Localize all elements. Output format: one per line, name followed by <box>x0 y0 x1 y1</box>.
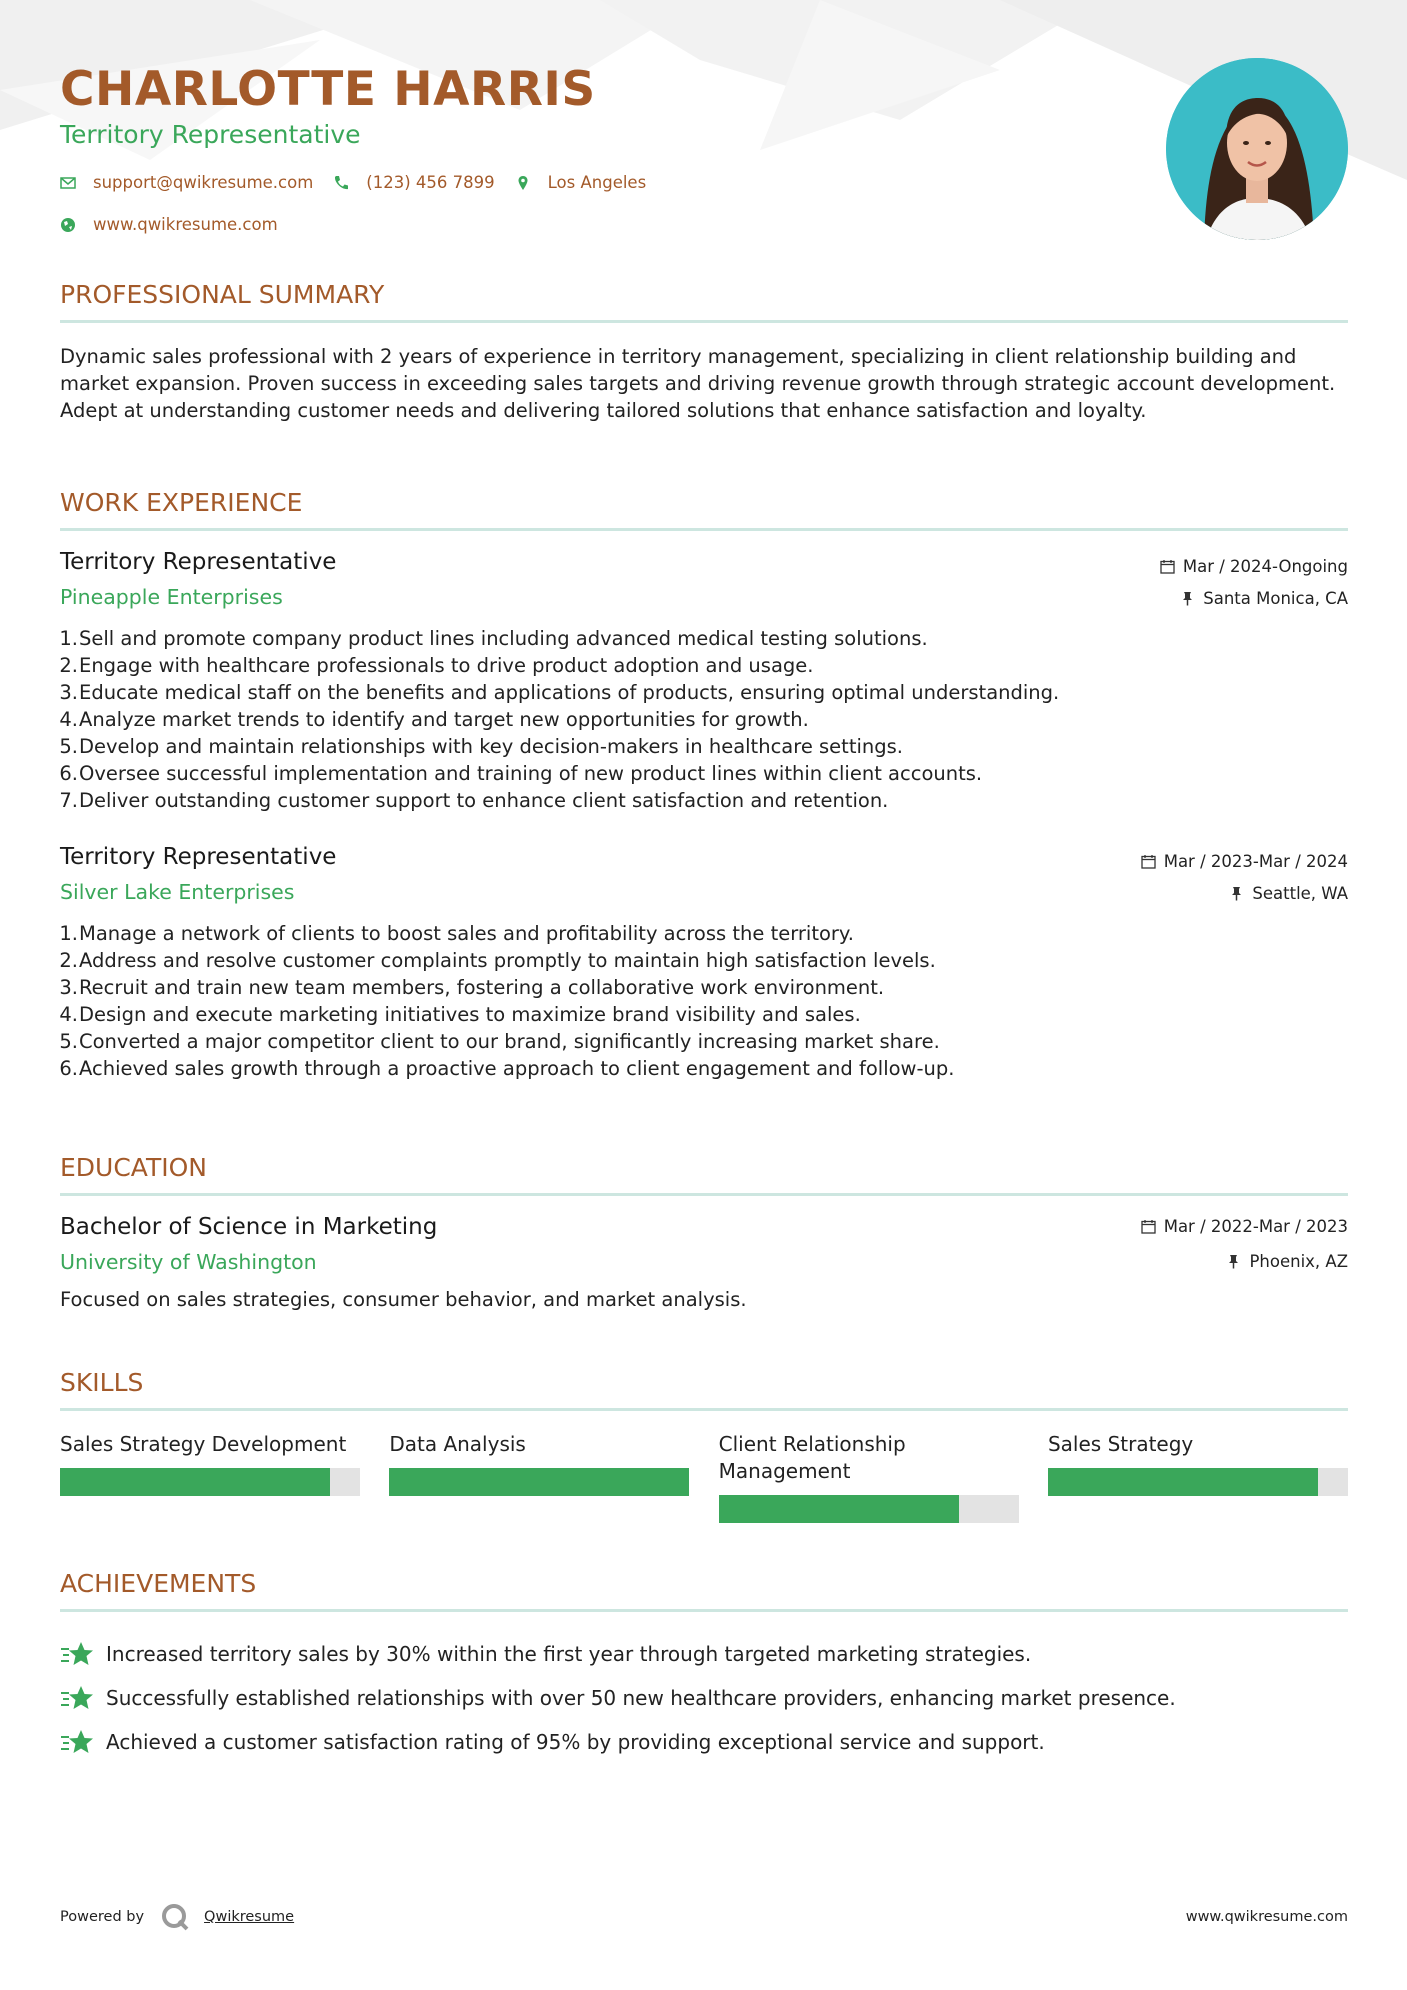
list-item: 3. Educate medical staff on the benefits and applications of products, ensuring optimal understanding. <box>59 681 1060 704</box>
job-title: Territory Representative <box>60 549 337 575</box>
education-section <box>60 1153 1348 1313</box>
job-meta <box>1141 852 1348 903</box>
summary-text: Dynamic sales professional with 2 years of experience in territory management, specializing in client relationship building and market expansion. Proven success in exceeding sales targets and driving revenue growth through strategic account development. Adept at understanding customer needs and delivering tailored solutions that enhance satisfaction and loyalty. <box>60 345 1336 422</box>
achievement-text: Successfully established relationships with over 50 new healthcare providers, enhancing market presence. <box>106 1686 1176 1710</box>
phone-text: (123) 456 7899 <box>366 173 495 192</box>
avatar <box>1166 58 1348 240</box>
skill-item <box>389 1431 689 1523</box>
email-text: support@qwikresume.com <box>93 173 314 192</box>
list-item: 1. Sell and promote company product lines including advanced medical testing solutions. <box>59 627 928 650</box>
powered-by-label: Powered by <box>60 1909 145 1925</box>
job-location-text: Santa Monica, CA <box>1203 589 1348 608</box>
skill-name: Sales Strategy <box>1047 1432 1194 1456</box>
contact-website[interactable] <box>60 215 278 234</box>
footer <box>60 1902 1348 1932</box>
job-duties-list <box>52 920 1348 1082</box>
education-description: Focused on sales strategies, consumer behavior, and market analysis. <box>60 1288 747 1311</box>
skill-item <box>1048 1431 1348 1523</box>
phone-icon <box>333 175 349 191</box>
skill-fill <box>389 1468 689 1496</box>
job-duties-list <box>52 625 1348 814</box>
skill-item <box>60 1431 360 1523</box>
job-location-text: Seattle, WA <box>1252 884 1348 903</box>
job-company: Silver Lake Enterprises <box>60 880 295 904</box>
website-row <box>60 215 298 234</box>
job-location <box>1160 589 1348 608</box>
star-icon <box>60 1640 94 1668</box>
contact-location <box>515 173 647 192</box>
degree-title: Bachelor of Science in Marketing <box>60 1214 438 1240</box>
list-item: 4. Design and execute marketing initiatives to maximize brand visibility and sales. <box>59 1003 861 1026</box>
experience-section <box>60 488 1348 1082</box>
skill-fill <box>719 1495 959 1523</box>
achievement-text: Achieved a customer satisfaction rating of 95% by providing exceptional service and support. <box>106 1730 1045 1754</box>
skill-bar <box>1048 1468 1348 1496</box>
calendar-icon <box>1141 1219 1156 1234</box>
job-entry <box>60 549 1348 814</box>
contact-phone[interactable] <box>333 173 494 192</box>
qwikresume-logo-icon <box>160 1902 190 1932</box>
pushpin-icon <box>1180 591 1195 606</box>
skill-bar <box>60 1468 360 1496</box>
list-item: 7. Deliver outstanding customer support to enhance client satisfaction and retention. <box>59 789 889 812</box>
candidate-role: Territory Representative <box>60 120 361 149</box>
achievements-section <box>60 1569 1348 1764</box>
section-title: PROFESSIONAL SUMMARY <box>60 280 1348 323</box>
achievement-text: Increased territory sales by 30% within the first year through targeted marketing strategies. <box>106 1642 1032 1666</box>
achievements-list <box>60 1632 1348 1764</box>
pushpin-icon <box>1229 886 1244 901</box>
map-pin-icon <box>515 175 531 191</box>
calendar-icon <box>1141 854 1156 869</box>
education-dates <box>1141 1217 1348 1236</box>
job-company: Pineapple Enterprises <box>60 585 283 609</box>
job-title: Territory Representative <box>60 844 337 870</box>
list-item: 5. Converted a major competitor client to our brand, significantly increasing market share. <box>59 1030 940 1053</box>
achievement-item <box>60 1632 1348 1676</box>
profile-photo <box>1166 58 1348 240</box>
skill-name: Sales Strategy Development <box>60 1432 347 1456</box>
skills-grid <box>60 1431 1348 1523</box>
skill-name: Data Analysis <box>389 1432 526 1456</box>
achievement-item <box>60 1720 1348 1764</box>
section-title: ACHIEVEMENTS <box>60 1569 1348 1612</box>
list-item: 6. Achieved sales growth through a proactive approach to client engagement and follow-up. <box>59 1057 955 1080</box>
job-entry <box>60 844 1348 1082</box>
education-location-text: Phoenix, AZ <box>1249 1252 1348 1271</box>
website-text: www.qwikresume.com <box>93 215 278 234</box>
powered-by <box>60 1902 294 1932</box>
list-item: 1. Manage a network of clients to boost sales and profitability across the territory. <box>59 922 854 945</box>
list-item: 3. Recruit and train new team members, fostering a collaborative work environment. <box>59 976 885 999</box>
skill-bar <box>389 1468 689 1496</box>
school-name: University of Washington <box>60 1250 317 1274</box>
candidate-name: CHARLOTTE HARRIS <box>60 62 596 117</box>
job-location <box>1141 884 1348 903</box>
section-title: WORK EXPERIENCE <box>60 488 1348 531</box>
list-item: 5. Develop and maintain relationships with key decision-makers in healthcare settings. <box>59 735 903 758</box>
skill-fill <box>1048 1468 1318 1496</box>
achievement-item <box>60 1676 1348 1720</box>
list-item: 2. Engage with healthcare professionals to drive product adoption and usage. <box>59 654 814 677</box>
footer-website[interactable]: www.qwikresume.com <box>1185 1909 1348 1925</box>
location-text: Los Angeles <box>547 173 647 192</box>
envelope-icon <box>60 175 76 191</box>
education-dates-text: Mar / 2022-Mar / 2023 <box>1163 1217 1348 1236</box>
job-dates <box>1141 852 1348 871</box>
list-item: 4. Analyze market trends to identify and target new opportunities for growth. <box>59 708 809 731</box>
brand-link[interactable]: Qwikresume <box>204 1909 295 1925</box>
education-location <box>1141 1252 1348 1271</box>
job-dates-text: Mar / 2023-Mar / 2024 <box>1163 852 1348 871</box>
star-icon <box>60 1684 94 1712</box>
section-title: SKILLS <box>60 1368 1348 1411</box>
skills-section <box>60 1368 1348 1523</box>
job-dates <box>1160 557 1348 576</box>
pushpin-icon <box>1226 1254 1241 1269</box>
list-item: 2. Address and resolve customer complaints promptly to maintain high satisfaction levels. <box>59 949 936 972</box>
skill-name: Client Relationship Management <box>718 1432 906 1483</box>
skill-fill <box>60 1468 330 1496</box>
education-entry <box>60 1214 1348 1313</box>
skill-bar <box>719 1495 1019 1523</box>
skill-item <box>719 1431 1019 1523</box>
star-icon <box>60 1728 94 1756</box>
contact-email[interactable] <box>60 173 313 192</box>
summary-section <box>60 280 1348 424</box>
contact-row <box>60 173 666 192</box>
education-meta <box>1141 1217 1348 1271</box>
list-item: 6. Oversee successful implementation and training of new product lines within client accounts. <box>59 762 983 785</box>
job-meta <box>1160 557 1348 608</box>
job-dates-text: Mar / 2024-Ongoing <box>1182 557 1348 576</box>
section-title: EDUCATION <box>60 1153 1348 1196</box>
globe-icon <box>60 217 76 233</box>
calendar-icon <box>1160 559 1175 574</box>
